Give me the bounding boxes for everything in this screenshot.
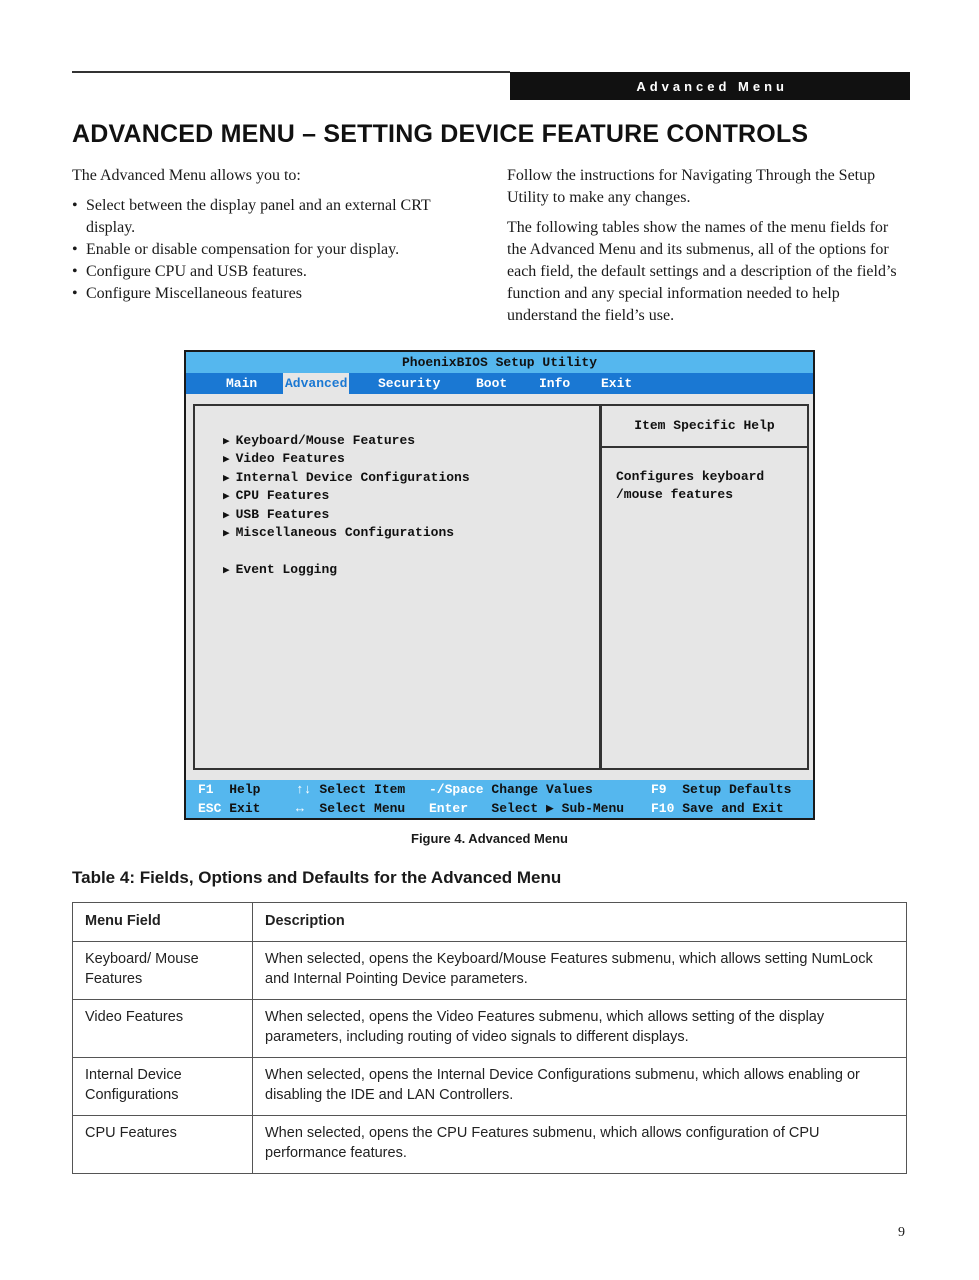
submenu-arrow-icon: ▶: [223, 473, 230, 485]
right-column: [507, 165, 907, 335]
bios-title: PhoenixBIOS Setup Utility: [186, 352, 813, 373]
instructions-paragraph: Follow the instructions for Navigating Through the Setup Utility to make any changes.: [507, 167, 876, 206]
menu-item-internal-device[interactable]: ▶ Internal Device Configurations: [223, 469, 470, 488]
description-cell: When selected, opens the Video Features submenu, which allows setting of the display parameters, including routing of video signals to different displays.: [253, 1000, 907, 1058]
description-cell: When selected, opens the Keyboard/Mouse Features submenu, which allows setting NumLock and Internal Pointing Device parameters.: [253, 942, 907, 1000]
figure-caption: Figure 4. Advanced Menu: [411, 831, 568, 846]
table-row: [73, 1116, 907, 1174]
column-header: Menu Field: [73, 903, 253, 942]
submenu-arrow-icon: ▶: [223, 454, 230, 466]
menu-item-miscellaneous[interactable]: ▶ Miscellaneous Configurations: [223, 524, 454, 543]
key-hint: Enter Select ▶ Sub-Menu: [429, 801, 625, 816]
key-hint: ↑↓ Select Item: [296, 782, 406, 797]
submenu-arrow-icon: ▶: [223, 436, 230, 448]
bios-menu-bar: [186, 373, 813, 394]
list-item: • Configure CPU and USB features.: [72, 261, 452, 283]
key-hint: -/Space Change Values: [429, 782, 593, 797]
tab-security[interactable]: Security: [378, 376, 441, 391]
table-title: Table 4: Fields, Options and Defaults for the Advanced Menu: [72, 868, 562, 887]
submenu-arrow-icon: ▶: [223, 510, 230, 522]
page-number: 9: [898, 1225, 905, 1240]
menu-field-cell: Keyboard/ Mouse Features: [73, 942, 253, 1000]
tab-exit[interactable]: Exit: [601, 376, 633, 391]
column-header: Description: [253, 903, 907, 942]
bios-key-legend: [186, 780, 813, 818]
feature-list: [72, 195, 452, 305]
bios-screenshot: [184, 350, 815, 820]
table-row: [73, 942, 907, 1000]
key-hint: F1 Help: [198, 782, 261, 797]
intro-text: The Advanced Menu allows you to:: [72, 167, 301, 184]
list-item: • Select between the display panel and an external CRT display.: [72, 195, 452, 239]
key-hint: ↔ Select Menu: [296, 801, 406, 816]
menu-field-cell: Internal Device Configurations: [73, 1058, 253, 1116]
description-cell: When selected, opens the CPU Features submenu, which allows configuration of CPU performance features.: [253, 1116, 907, 1174]
menu-item-keyboard-mouse[interactable]: ▶ Keyboard/Mouse Features: [223, 432, 415, 451]
submenu-arrow-icon: ▶: [223, 565, 230, 577]
left-column: [72, 165, 452, 305]
menu-field-cell: CPU Features: [73, 1116, 253, 1174]
item-help-panel: [600, 404, 809, 770]
help-title: Item Specific Help: [602, 406, 807, 448]
menu-item-usb[interactable]: ▶ USB Features: [223, 506, 329, 525]
table-row: [73, 1058, 907, 1116]
list-item: • Configure Miscellaneous features: [72, 283, 452, 305]
tab-boot[interactable]: Boot: [476, 376, 508, 391]
fields-table: [72, 902, 907, 1174]
submenu-arrow-icon: ▶: [223, 528, 230, 540]
section-header-bar: [510, 72, 910, 100]
tab-main[interactable]: Main: [226, 376, 258, 391]
table-header-row: [73, 903, 907, 942]
tab-advanced[interactable]: Advanced: [283, 373, 349, 394]
menu-item-video[interactable]: ▶ Video Features: [223, 450, 345, 469]
header-rule: [72, 71, 510, 73]
key-hint: ESC Exit: [198, 801, 261, 816]
submenu-arrow-icon: ▶: [223, 491, 230, 503]
bios-menu-panel: [193, 404, 601, 770]
menu-item-event-logging[interactable]: ▶ Event Logging: [223, 561, 337, 580]
menu-item-cpu[interactable]: ▶ CPU Features: [223, 487, 329, 506]
key-hint: F10 Save and Exit: [651, 801, 784, 816]
table-row: [73, 1000, 907, 1058]
key-hint: F9 Setup Defaults: [651, 782, 792, 797]
description-cell: When selected, opens the Internal Device Configurations submenu, which allows enabling or disabling the IDE and LAN Controllers.: [253, 1058, 907, 1116]
section-label: Advanced Menu: [636, 78, 788, 94]
page-title: ADVANCED MENU – SETTING DEVICE FEATURE CONTROLS: [72, 120, 809, 148]
tab-info[interactable]: Info: [539, 376, 571, 391]
menu-field-cell: Video Features: [73, 1000, 253, 1058]
list-item: • Enable or disable compensation for your display.: [72, 239, 452, 261]
help-text: Configures keyboard /mouse features: [616, 469, 765, 502]
tables-paragraph: The following tables show the names of the menu fields for the Advanced Menu and its submenus, all of the options for each field, the default settings and a description of the field’s function and any special information needed to help understand the field’s use.: [507, 219, 897, 324]
